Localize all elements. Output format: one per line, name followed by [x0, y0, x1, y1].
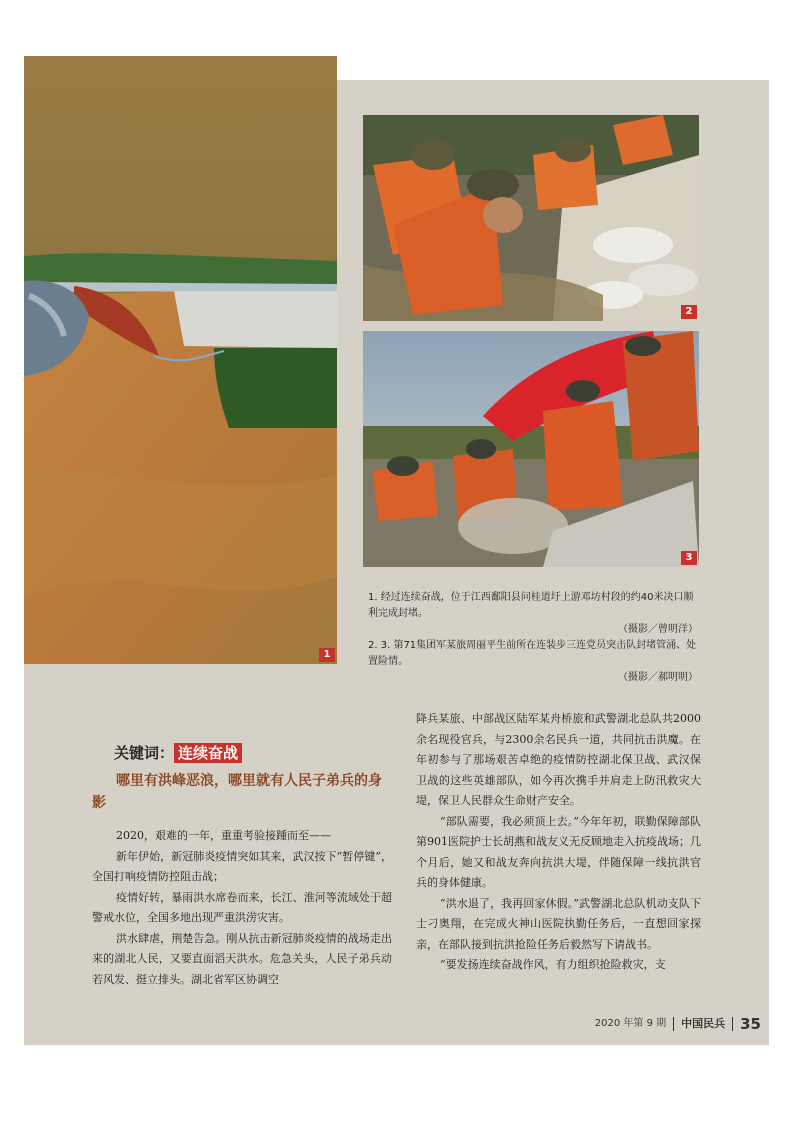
paragraph: “洪水退了，我再回家休假。”武警湖北总队机动支队下士刁奥翔，在完成火神山医院执勤任务后，一直想回家探亲，在部队接到抗洪抢险任务后毅然写下请战书。 [416, 896, 701, 951]
photo-flag-sandbags [363, 331, 699, 567]
keyword-label: 关键词： [114, 744, 175, 762]
caption-text: 2. 3. 第71集团军某旅周丽平生前所在连装步三连党员突击队封堵管涌、处置险情。 [368, 640, 697, 667]
paragraph: 疫情好转，暴雨洪水席卷而来，长江、淮河等流域处于超警戒水位，全国多地出现严重洪涝灾害。 [92, 890, 392, 924]
paragraph: “部队需要，我必须顶上去。”今年年初，联勤保障部队第901医院护士长胡燕和战友义无反顾地走入抗疫战场；几个月后，她又和战友奔向抗洪大堤，伴随保障一线抗洪官兵的身体健康。 [416, 814, 701, 889]
publication-name: 中国民兵 [681, 1017, 726, 1030]
caption-item-2 [368, 638, 698, 686]
aerial-dike-image [24, 56, 337, 664]
issue-label: 2020 年第 9 期 [594, 1018, 667, 1029]
page-number: 35 [740, 1015, 761, 1033]
article-column-left [92, 826, 392, 990]
caption-text: 1. 经过连续奋战，位于江西鄱阳县问桂道圩上游邓坊村段的约40米决口顺利完成封堵。 [368, 592, 694, 619]
keyword-highlight: 连续奋战 [174, 743, 242, 763]
photo-number-badge: 2 [681, 305, 697, 319]
paragraph: 新年伊始，新冠肺炎疫情突如其来，武汉按下“暂停键”，全国打响疫情防控阻击战； [92, 849, 392, 883]
keyword-heading [114, 742, 242, 764]
paragraph: 洪水肆虐，荆楚告急。刚从抗击新冠肺炎疫情的战场走出来的湖北人民，又要直面滔天洪水。危急关头，人民子弟兵动若风发、挺立排头。湖北省军区协调空 [92, 931, 392, 986]
paragraph: “要发扬连续奋战作风，有力组织抢险救灾，支 [440, 958, 666, 971]
paragraph: 降兵某旅、中部战区陆军某舟桥旅和武警湖北总队共2000余名现役官兵，与2300余名民兵一道，共同抗击洪魔。在年初参与了那场艰苦卓绝的疫情防控湖北保卫战、武汉保卫战的这些英雄部队，如今再次携手并肩走上防汛救灾大堤，保卫人民群众生命财产安全。 [416, 712, 701, 807]
section-subhead: 哪里有洪峰恶浪，哪里就有人民子弟兵的身影 [92, 773, 382, 811]
article-column-right [416, 709, 701, 976]
soldiers-sandbags-image [363, 115, 699, 321]
photo-caption [368, 590, 698, 686]
page-footer [595, 1014, 761, 1034]
photo-number-badge: 1 [319, 648, 335, 662]
paragraph: 2020，艰难的一年，重重考验接踵而至—— [116, 829, 331, 842]
flag-sandbags-image [363, 331, 699, 567]
photo-aerial-dike [24, 56, 337, 664]
caption-item-1 [368, 590, 698, 638]
photo-number-badge: 3 [681, 551, 697, 565]
photo-credit: （摄影／郝明明） [618, 672, 698, 683]
photo-soldiers-sandbags [363, 115, 699, 321]
footer-divider [673, 1017, 674, 1031]
footer-divider [732, 1017, 733, 1031]
photo-credit: （摄影／曾明洋） [618, 624, 698, 635]
